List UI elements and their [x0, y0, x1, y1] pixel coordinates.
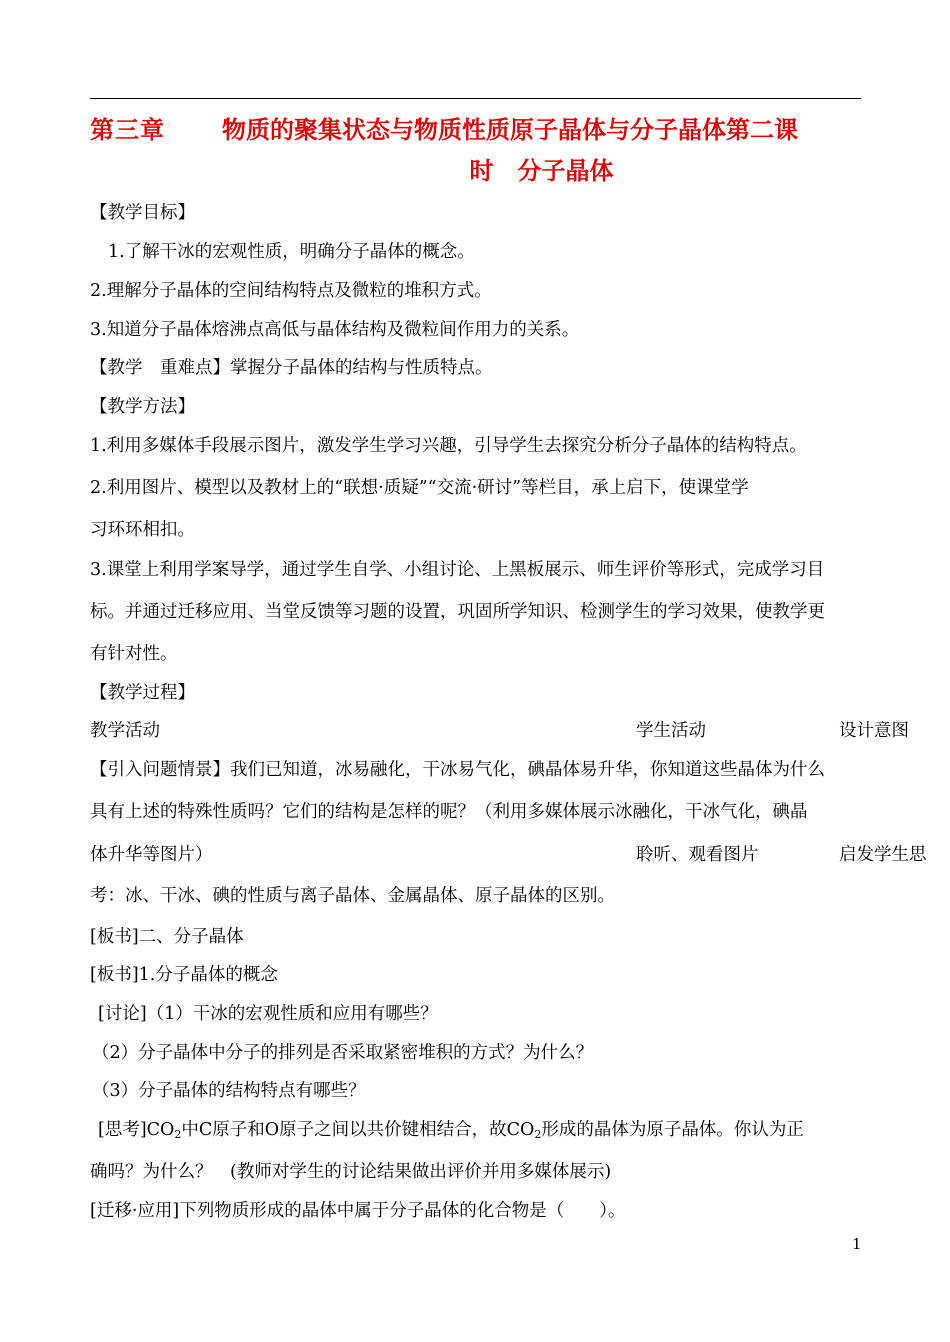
discussion-question: （2）分子晶体中分子的排列是否采取紧密堆积的方式？为什么？ [92, 1043, 594, 1063]
method-item: 习环环相扣。 [90, 520, 195, 540]
process-heading: 【教学过程】 [90, 683, 195, 703]
think-text: 形成的晶体为原子晶体。你认为正 [541, 1120, 804, 1140]
header-rule [90, 98, 861, 99]
subscript: 2 [174, 1128, 182, 1141]
method-item: 有针对性。 [90, 644, 178, 664]
document-title-line1 [90, 115, 861, 145]
intro-text: 考：冰、干冰、碘的性质与离子晶体、金属晶体、原子晶体的区别。 [90, 886, 615, 906]
think-question [98, 1118, 873, 1142]
intro-text-row [90, 843, 927, 867]
subscript: 2 [534, 1128, 542, 1141]
title-text: 物质的聚集状态与物质性质原子晶体与分子晶体第二课 [222, 115, 798, 144]
objectives-heading: 【教学目标】 [90, 203, 195, 223]
design-intent: 启发学生思 [839, 845, 927, 865]
board-note: [板书]二、分子晶体 [90, 927, 244, 947]
discussion-question: （3）分子晶体的结构特点有哪些？ [92, 1081, 366, 1101]
process-columns [90, 719, 909, 743]
objective-item: 1.了解干冰的宏观性质，明确分子晶体的概念。 [108, 242, 475, 262]
document-title-line2: 时 分子晶体 [469, 156, 614, 185]
column-teacher-activity: 教学活动 [90, 721, 160, 741]
intro-text: 体升华等图片） [90, 845, 213, 865]
objective-item: 2.理解分子晶体的空间结构特点及微粒的堆积方式。 [90, 281, 492, 301]
think-question: 确吗？为什么？ (教师对学生的讨论结果做出评价并用多媒体展示) [90, 1162, 612, 1182]
column-student-activity: 学生活动 [636, 721, 706, 741]
page-number: 1 [852, 1235, 862, 1253]
method-item: 1.利用多媒体手段展示图片，激发学生学习兴趣，引导学生去探究分析分子晶体的结构特点。 [90, 436, 807, 456]
chapter-label: 第三章 [90, 115, 165, 144]
intro-text: 具有上述的特殊性质吗？它们的结构是怎样的呢？（利用多媒体展示冰融化，干冰气化，碘晶 [90, 802, 808, 822]
apply-question: [迁移·应用]下列物质形成的晶体中属于分子晶体的化合物是（ ）。 [90, 1201, 626, 1221]
objective-item: 3.知道分子晶体熔沸点高低与晶体结构及微粒间作用力的关系。 [90, 320, 580, 340]
think-text: [思考]CO [98, 1120, 175, 1140]
method-item: 标。并通过迁移应用、当堂反馈等习题的设置，巩固所学知识、检测学生的学习效果，使教学更 [90, 602, 825, 622]
think-text: 中C原子和O原子之间以共价键相结合，故CO [181, 1120, 535, 1140]
key-points: 【教学 重难点】掌握分子晶体的结构与性质特点。 [90, 358, 493, 378]
methods-heading: 【教学方法】 [90, 397, 195, 417]
student-activity: 聆听、观看图片 [636, 845, 759, 865]
method-item: 2.利用图片、模型以及教材上的“联想·质疑”“交流·研讨”等栏目，承上启下，使课堂学 [90, 478, 749, 498]
column-design-intent: 设计意图 [839, 721, 909, 741]
board-note: [板书]1.分子晶体的概念 [90, 965, 278, 985]
intro-text: 【引入问题情景】我们已知道，冰易融化，干冰易气化，碘晶体易升华，你知道这些晶体为什么 [90, 760, 825, 780]
discussion-question: [讨论]（1）干冰的宏观性质和应用有哪些？ [98, 1004, 438, 1024]
method-item: 3.课堂上利用学案导学，通过学生自学、小组讨论、上黑板展示、师生评价等形式，完成学习目 [90, 560, 825, 580]
